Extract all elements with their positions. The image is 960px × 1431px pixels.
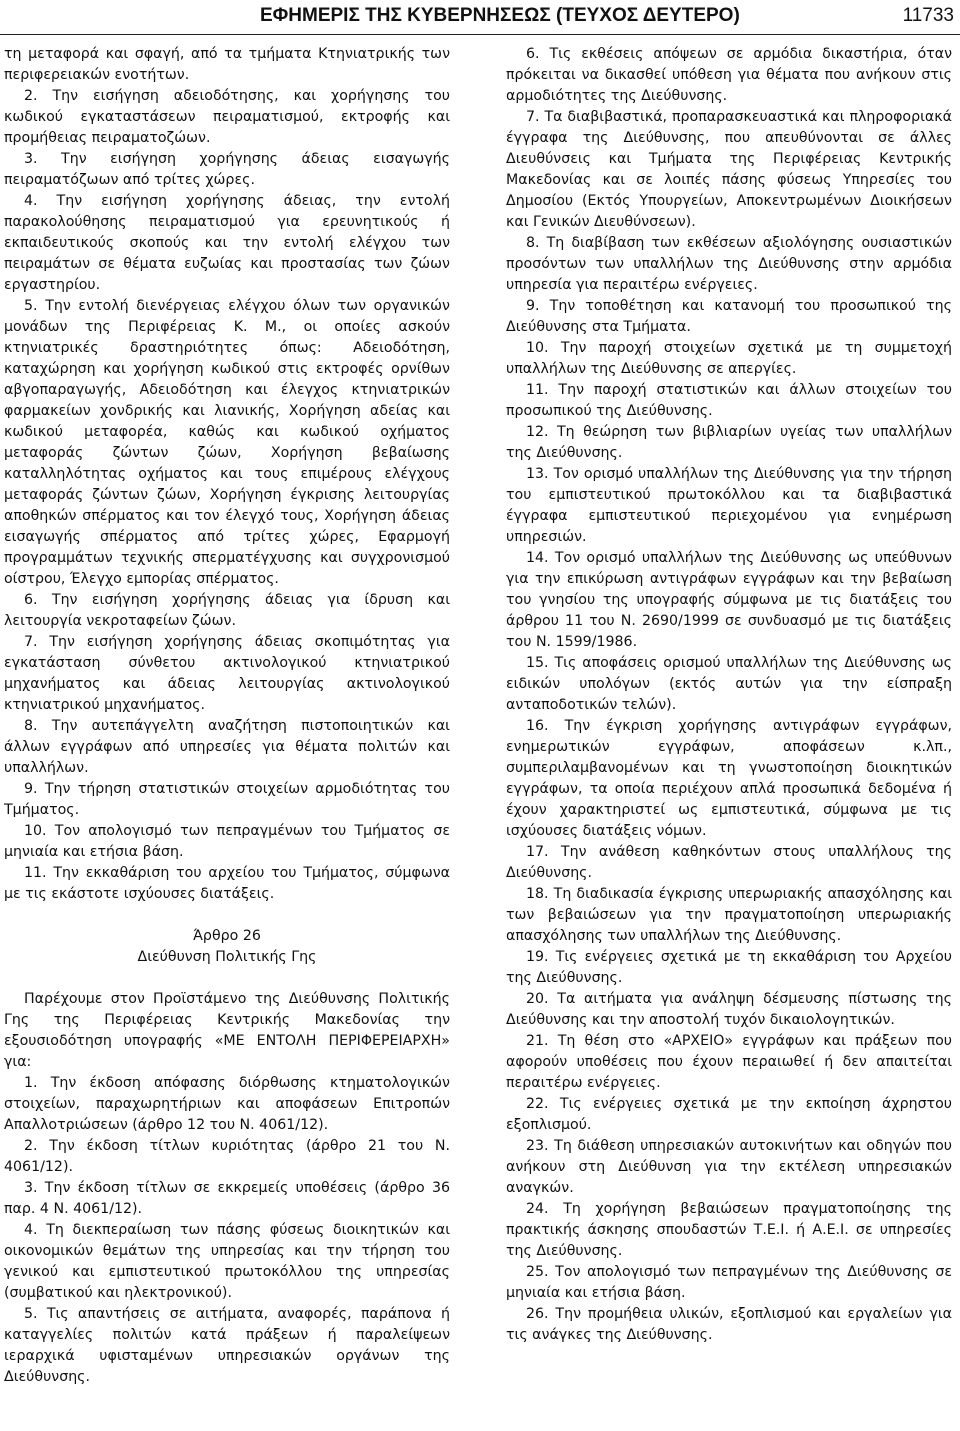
paragraph: 11. Την εκκαθάριση του αρχείου του Τμήματος, σύμφωνα με τις εκάστοτε ισχύουσες διατάξεις.: [4, 865, 450, 902]
paragraph: 17. Την ανάθεση καθηκόντων στους υπαλλήλους της Διεύθυνσης.: [506, 844, 952, 881]
article-item: 1. Την έκδοση απόφασης διόρθωσης κτηματολογικών στοιχείων, παραχωρητήριων και αποφάσεων Επιτροπών Απαλλοτριώσεων (άρθρο 12 του Ν. 4061/12).: [4, 1075, 450, 1133]
paragraph: 6. Την εισήγηση χορήγησης άδειας για ίδρυση και λειτουργία νεκροταφείων ζώων.: [4, 592, 450, 629]
gazette-title: ΕΦΗΜΕΡΙΣ ΤΗΣ ΚΥΒΕΡΝΗΣΕΩΣ (ΤΕΥΧΟΣ ΔΕΥΤΕΡΟ): [260, 5, 740, 26]
paragraph: 5. Την εντολή διενέργειας ελέγχου όλων των οργανικών μονάδων της Περιφέρειας Κ. Μ., οι οποίες ασκούν κτηνιατρικές δραστηριότητες όπως: Αδειοδότηση, καταχώρηση και χορήγηση κωδικού στις εκτροφές ορνίθων αβγοπαραγωγής, Αδειοδότηση και έλεγχος κτηνιατρικών φαρμακείων χονδρικής και λιανικής, Χορήγηση αδείας και κωδικού μεταφορέα, καθώς και κωδικού οχήματος μεταφοράς ζώντων ζώων, Χορήγηση βεβαίωσης καταλληλότητας οχήματος και τους επιμέρους ελέγχους μεταφοράς ζώντων ζώων, Χορήγηση έγκρισης λειτουργίας αποθηκών σπέρματος και τον έλεγχό τους, Χορήγηση άδειας εισαγωγής σπέρματος από τρίτες χώρες, Εφαρμογή προγραμμάτων τεχνικής σπερματέγχυσης και συγχρονισμού οίστρου, Έλεγχο εμπορίας σπέρματος.: [4, 298, 450, 587]
article-subtitle: Διεύθυνση Πολιτικής Γης: [137, 949, 317, 965]
paragraph: 26. Την προμήθεια υλικών, εξοπλισμού και εργαλείων για τις ανάγκες της Διεύθυνσης.: [506, 1306, 952, 1343]
paragraph: 12. Τη θεώρηση των βιβλιαρίων υγείας των υπαλλήλων της Διεύθυνσης.: [506, 424, 952, 461]
paragraph: 2. Την εισήγηση αδειοδότησης, και χορήγησης του κωδικού εγκαταστάσεων πειραματισμού, εκτροφής και προμήθειας πειραματοζώων.: [4, 88, 450, 146]
article-item: 2. Την έκδοση τίτλων κυριότητας (άρθρο 21 του Ν. 4061/12).: [4, 1138, 450, 1175]
article-item: 3. Την έκδοση τίτλων σε εκκρεμείς υποθέσεις (άρθρο 36 παρ. 4 Ν. 4061/12).: [4, 1180, 450, 1217]
paragraph: 9. Την τήρηση στατιστικών στοιχείων αρμοδιότητας του Τμήματος.: [4, 781, 450, 818]
paragraph: 8. Τη διαβίβαση των εκθέσεων αξιολόγησης ουσιαστικών προσόντων των υπαλλήλων της Διεύθυνσης στην αρμόδια υπηρεσία για περαιτέρω ενέργειες.: [506, 235, 952, 293]
paragraph: 10. Τον απολογισμό των πεπραγμένων του Τμήματος σε μηνιαία και ετήσια βάση.: [4, 823, 450, 860]
page-header: [0, 0, 960, 35]
paragraph: 10. Την παροχή στοιχείων σχετικά με τη συμμετοχή υπαλλήλων της Διεύθυνσης σε απεργίες.: [506, 340, 952, 377]
paragraph: 23. Τη διάθεση υπηρεσιακών αυτοκινήτων και οδηγών που ανήκουν στη Διεύθυνση για την εκτέλεση υπηρεσιακών αναγκών.: [506, 1138, 952, 1196]
paragraph: 7. Τα διαβιβαστικά, προπαρασκευαστικά και πληροφοριακά έγγραφα της Διεύθυνσης, που απευθύνονται σε άλλες Διευθύνσεις και Τμήματα της Περιφέρειας Κεντρικής Μακεδονίας και σε λοιπές πάσης φύσεως Υπηρεσίες του Δημοσίου (Εκτός Υπουργείων, Αποκεντρωμένων Διοικήσεων και Γενικών Διευθύνσεων).: [506, 109, 952, 230]
paragraph: 6. Τις εκθέσεις απόψεων σε αρμόδια δικαστήρια, όταν πρόκειται να δικασθεί υπόθεση για θέματα που ανήκουν στις αρμοδιότητες της Διεύθυνσης.: [506, 46, 952, 104]
article-item: 4. Τη διεκπεραίωση των πάσης φύσεως διοικητικών και οικονομικών θεμάτων της υπηρεσίας και την τήρηση του γενικού και εμπιστευτικού πρωτοκόλλου της υπηρεσίας (συμβατικού και ηλεκτρονικού).: [4, 1222, 450, 1301]
left-column: [4, 44, 450, 1388]
paragraph: 21. Τη θέση στο «ΑΡΧΕΙΟ» εγγράφων και πράξεων που αφορούν υποθέσεις που έχουν περαιωθεί ή δεν απαιτείται περαιτέρω ενέργειες.: [506, 1033, 952, 1091]
page-number: 11733: [902, 5, 954, 26]
paragraph: 19. Τις ενέργειες σχετικά με τη εκκαθάριση του Αρχείου της Διεύθυνσης.: [506, 949, 952, 986]
article-item: 5. Τις απαντήσεις σε αιτήματα, αναφορές, παράπονα ή καταγγελίες πολιτών κατά πράξεων ή παραλείψεων ιεραρχικά υφισταμένων υπηρεσιακών οργάνων της Διεύθυνσης.: [4, 1306, 450, 1385]
paragraph: 24. Τη χορήγηση βεβαιώσεων πραγματοποίησης της πρακτικής άσκησης σπουδαστών Τ.Ε.Ι. ή Α.Ε.Ι. σε υπηρεσίες της Διεύθυνσης.: [506, 1201, 952, 1259]
paragraph: 4. Την εισήγηση χορήγησης άδειας, την εντολή παρακολούθησης πειραματισμού για ερευνητικούς ή εκπαιδευτικούς σκοπούς και την εντολή ελέγχου των πειραμάτων σε θέματα ευζωίας και προστασίας των ζώων εργαστηρίου.: [4, 193, 450, 293]
paragraph: 20. Τα αιτήματα για ανάληψη δέσμευσης πίστωσης της Διεύθυνσης και την αποστολή τυχόν δικαιολογητικών.: [506, 991, 952, 1028]
paragraph: 15. Τις αποφάσεις ορισμού υπαλλήλων της Διεύθυνσης ως ειδικών υπολόγων (εκτός αυτών για την είσπραξη ανταποδοτικών τελών).: [506, 655, 952, 713]
right-column: [506, 44, 952, 1346]
paragraph: 25. Τον απολογισμό των πεπραγμένων της Διεύθυνσης σε μηνιαία και ετήσια βάση.: [506, 1264, 952, 1301]
paragraph: τη μεταφορά και σφαγή, από τα τμήματα Κτηνιατρικής των περιφερειακών ενοτήτων.: [4, 46, 450, 83]
paragraph: 22. Τις ενέργειες σχετικά με την εκποίηση άχρηστου εξοπλισμού.: [506, 1096, 952, 1133]
paragraph: 7. Την εισήγηση χορήγησης άδειας σκοπιμότητας για εγκατάσταση σύνθετου ακτινολογικού κτηνιατρικού μηχανήματος και άδειας λειτουργίας ακτινολογικού κτηνιατρικού μηχανήματος.: [4, 634, 450, 713]
paragraph: 18. Τη διαδικασία έγκρισης υπερωριακής απασχόλησης και των βεβαιώσεων για την πραγματοποίηση υπερωριακής απασχόλησης των υπαλλήλων της Διεύθυνσης.: [506, 886, 952, 944]
article-intro: Παρέχουμε στον Προϊστάμενο της Διεύθυνσης Πολιτικής Γης της Περιφέρειας Κεντρικής Μακεδονίας την εξουσιοδότηση υπογραφής «ΜΕ ΕΝΤΟΛΗ ΠΕΡΙΦΕΡΕΙΑΡΧΗ» για:: [4, 991, 450, 1070]
paragraph: 13. Τον ορισμό υπαλλήλων της Διεύθυνσης για την τήρηση του εμπιστευτικού πρωτοκόλλου και τα διαβιβαστικά έγγραφα εμπιστευτικού περιεχομένου για ενημέρωση υπηρεσιών.: [506, 466, 952, 545]
article-title: Άρθρο 26: [193, 928, 261, 944]
paragraph: 9. Την τοποθέτηση και κατανομή του προσωπικού της Διεύθυνσης στα Τμήματα.: [506, 298, 952, 335]
paragraph: 16. Την έγκριση χορήγησης αντιγράφων εγγράφων, ενημερωτικών εγγράφων, αποφάσεων κ.λπ., συμπεριλαμβανομένων και τη γνωστοποίηση διοικητικών εγγράφων, τα οποία περιέχουν απλά προσωπικά δεδομένα ή έχουν χαρακτηριστεί ως εμπιστευτικά, σύμφωνα με τις ισχύουσες διατάξεις νόμων.: [506, 718, 952, 839]
paragraph: 11. Την παροχή στατιστικών και άλλων στοιχείων του προσωπικού της Διεύθυνσης.: [506, 382, 952, 419]
paragraph: 3. Την εισήγηση χορήγησης άδειας εισαγωγής πειραματόζωων από τρίτες χώρες.: [4, 151, 450, 188]
paragraph: 8. Την αυτεπάγγελτη αναζήτηση πιστοποιητικών και άλλων εγγράφων από υπηρεσίες για θέματα πολιτών και υπαλλήλων.: [4, 718, 450, 776]
paragraph: 14. Τον ορισμό υπαλλήλων της Διεύθυνσης ως υπεύθυνων για την επικύρωση αντιγράφων εγγράφων και την βεβαίωση του γνησίου της υπογραφής σύμφωνα με τις διατάξεις του άρθρου 11 του Ν. 2690/1999 σε συνδυασμό με τις διατάξεις του Ν. 1599/1986.: [506, 550, 952, 650]
